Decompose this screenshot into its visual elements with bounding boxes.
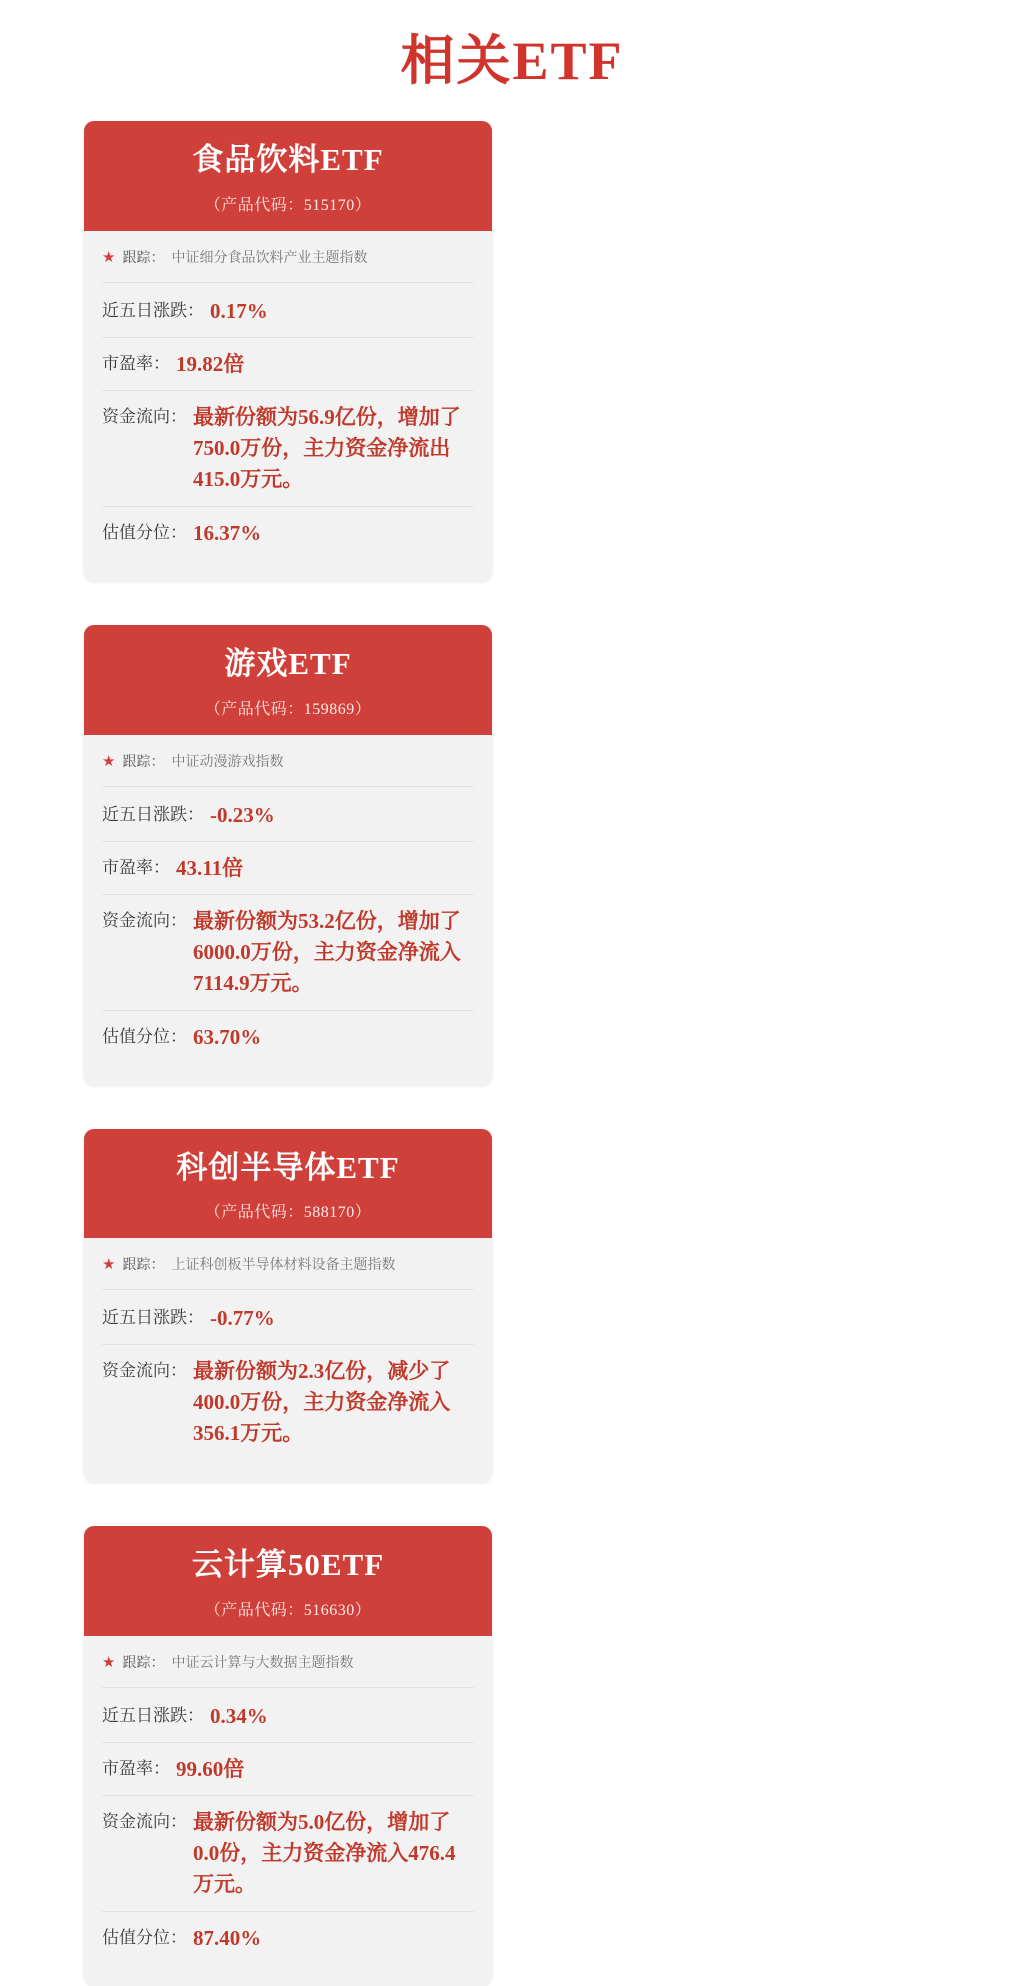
tracking-index-name: 中证云计算与大数据主题指数 <box>171 1656 354 1671</box>
code-value: 588170 <box>303 1204 355 1222</box>
etf-card[interactable] <box>84 625 492 1085</box>
metric-value: 最新份额为53.2亿份，增加了6000.0万份，主力资金净流入7114.9万元。 <box>193 908 461 995</box>
tracking-index-row <box>102 1252 474 1290</box>
tracking-index-row <box>102 245 474 283</box>
code-prefix: （产品代码： <box>204 1204 304 1222</box>
metric-fund-flow <box>102 895 474 1011</box>
metric-pe <box>102 842 474 895</box>
etf-name: 游戏ETF <box>224 645 352 681</box>
metric-label: 资金流向： <box>102 1812 187 1831</box>
tracking-index-name: 中证动漫游戏指数 <box>171 754 284 770</box>
etf-name: 食品饮料ETF <box>192 142 384 177</box>
metric-value: 99.60倍 <box>176 1757 245 1781</box>
metric-label: 近五日涨跌： <box>102 1308 204 1328</box>
tracking-label: 跟踪： <box>122 754 165 770</box>
etf-card-body <box>84 735 492 1085</box>
code-suffix: ） <box>354 700 372 718</box>
etf-code <box>94 192 482 215</box>
metric-pe <box>102 338 474 391</box>
metric-valuation-percentile <box>102 507 474 559</box>
metric-label: 估值分位： <box>102 522 187 542</box>
metric-label: 市盈率： <box>102 353 170 373</box>
metric-label: 估值分位： <box>102 1026 187 1046</box>
code-value: 516630 <box>303 1602 355 1619</box>
star-icon: ★ <box>102 753 116 770</box>
metric-pe <box>102 1743 474 1796</box>
metric-label: 近五日涨跌： <box>102 300 204 320</box>
metric-value: 0.34% <box>210 1704 268 1728</box>
etf-card-header <box>84 1129 492 1239</box>
tracking-label: 跟踪： <box>122 250 165 266</box>
etf-card[interactable] <box>84 121 492 581</box>
etf-name: 科创半导体ETF <box>176 1149 400 1185</box>
star-icon: ★ <box>102 249 116 266</box>
metric-value: 最新份额为2.3亿份，减少了400.0万份，主力资金净流入356.1万元。 <box>193 1359 451 1446</box>
tracking-index-row <box>102 749 474 787</box>
code-prefix: （产品代码： <box>204 196 304 214</box>
tracking-label: 跟踪： <box>122 1656 165 1671</box>
metric-change5d <box>102 285 474 338</box>
metric-change5d <box>102 1292 474 1345</box>
metric-label: 资金流向： <box>102 406 187 426</box>
code-prefix: （产品代码： <box>204 1602 304 1619</box>
code-value: 159869 <box>303 700 355 718</box>
metric-label: 市盈率： <box>102 1759 170 1778</box>
tracking-index-name: 中证细分食品饮料产业主题指数 <box>171 250 368 266</box>
metric-value: -0.23% <box>210 802 275 827</box>
code-suffix: ） <box>354 196 372 214</box>
metric-value: 19.82倍 <box>176 351 245 376</box>
etf-name: 云计算50ETF <box>191 1547 385 1583</box>
metric-value: -0.77% <box>210 1306 275 1331</box>
metric-fund-flow <box>102 1796 474 1912</box>
star-icon: ★ <box>102 1257 116 1274</box>
metric-label: 估值分位： <box>102 1928 187 1947</box>
etf-card-header <box>84 1526 492 1636</box>
etf-card-header <box>84 121 492 231</box>
metric-value: 63.70% <box>193 1024 262 1049</box>
tracking-label: 跟踪： <box>122 1258 165 1274</box>
metric-fund-flow <box>102 1345 474 1460</box>
metric-value: 16.37% <box>193 520 262 545</box>
metric-value: 87.40% <box>193 1926 262 1950</box>
tracking-index-row <box>102 1650 474 1688</box>
etf-code <box>94 1199 482 1222</box>
etf-card-header <box>84 625 492 735</box>
code-prefix: （产品代码： <box>204 700 304 718</box>
metric-change5d <box>102 789 474 842</box>
code-suffix: ） <box>354 1602 372 1619</box>
page-title: 相关ETF <box>400 31 624 91</box>
metric-value: 43.11倍 <box>176 855 244 880</box>
etf-card-body <box>84 1238 492 1482</box>
metric-label: 市盈率： <box>102 857 170 877</box>
metric-value: 最新份额为5.0亿份，增加了0.0份，主力资金净流入476.4万元。 <box>193 1810 456 1896</box>
metric-label: 资金流向： <box>102 910 187 930</box>
star-icon: ★ <box>102 1655 116 1671</box>
metric-label: 近五日涨跌： <box>102 804 204 824</box>
etf-card-body <box>84 231 492 581</box>
metric-label: 近五日涨跌： <box>102 1706 204 1725</box>
etf-card-body <box>84 1636 492 1986</box>
metric-change5d <box>102 1690 474 1743</box>
metric-label: 资金流向： <box>102 1361 187 1381</box>
code-value: 515170 <box>303 196 355 214</box>
metric-value: 最新份额为56.9亿份，增加了750.0万份，主力资金净流出415.0万元。 <box>193 404 461 491</box>
etf-code <box>94 1597 482 1620</box>
metric-fund-flow <box>102 391 474 507</box>
etf-card-grid <box>84 121 940 1986</box>
metric-valuation-percentile <box>102 1011 474 1063</box>
etf-card[interactable] <box>84 1526 492 1986</box>
metric-valuation-percentile <box>102 1912 474 1964</box>
metric-value: 0.17% <box>210 298 268 323</box>
code-suffix: ） <box>354 1204 372 1222</box>
etf-code <box>94 696 482 719</box>
etf-card[interactable] <box>84 1129 492 1483</box>
tracking-index-name: 上证科创板半导体材料设备主题指数 <box>171 1258 396 1274</box>
